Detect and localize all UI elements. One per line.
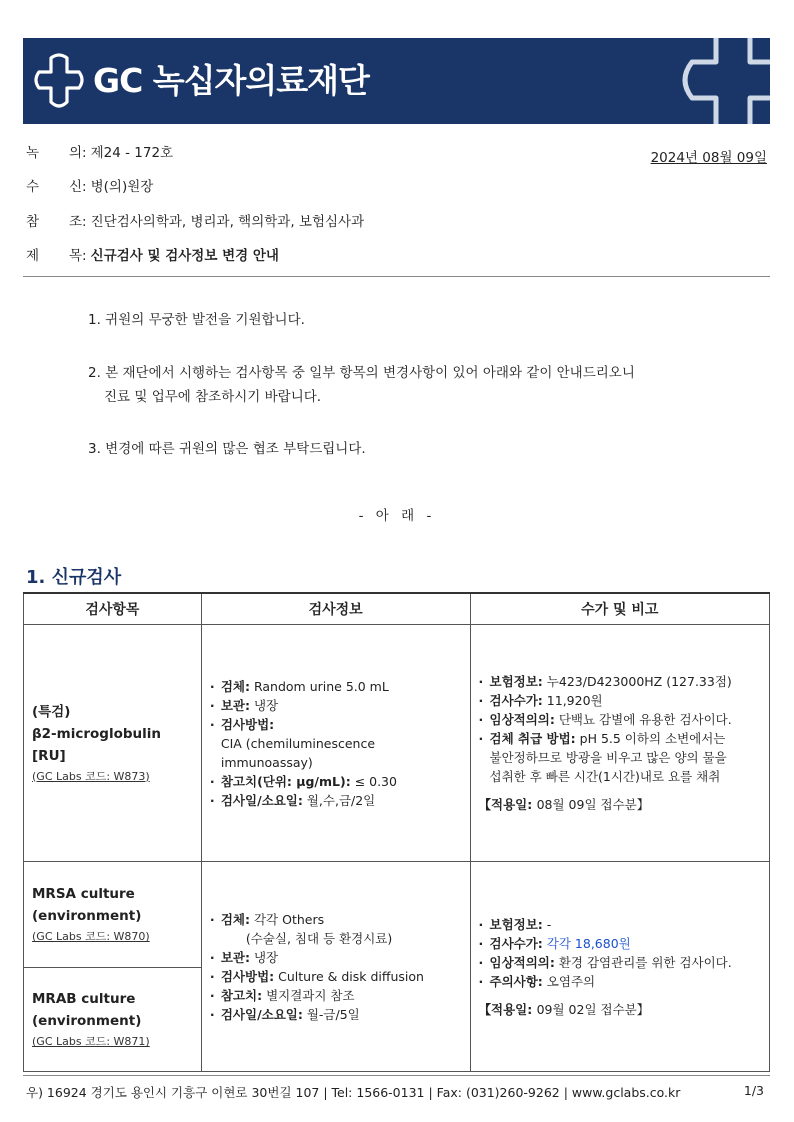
applied-date: 【적용일: 08월 09일 접수분】 <box>478 797 650 812</box>
reference: 진단검사의학과, 병리과, 핵의학과, 보험심사과 <box>90 214 365 230</box>
recipient: 병(의)원장 <box>90 179 154 195</box>
subject: 신규검사 및 검사정보 변경 안내 <box>90 248 279 264</box>
header-fee: 수가 및 비고 <box>470 593 770 625</box>
fee-cell: · 보험정보: 누423/D423000HZ (127.33점) · 검사수가: 11,920원 · 임상적의의: 단백뇨 감별에 유용한 검사이다. · 검체 취급 방법: pH 5.5 이하의 소변에서는 불안정하므로 방광을 비우고 많은 양의 물을 섭취한 후 빠른 시간(1시간)내로 요를 채취 【적용일: 08월 09일 접수분】 <box>470 625 770 862</box>
header-banner <box>23 38 770 124</box>
item-cell: (특검) β2-microglobulin [RU] (GC Labs 코드: W873) <box>24 625 202 862</box>
applied-date: 【적용일: 09월 02일 접수분】 <box>478 1001 650 1017</box>
document-date: 2024년 08월 09일 <box>650 150 767 166</box>
test-code: (GC Labs 코드: W870) <box>32 930 150 943</box>
info-cell: · 검체: 각각 Others (수술실, 침대 등 환경시료) · 보관: 냉장 · 검사방법: Culture & disk diffusion · 참고치: 별지결과지 참조 · 검사일/소요일: 월-금/5일 <box>201 862 470 1072</box>
header-item: 검사항목 <box>24 593 202 625</box>
page-number: 1/3 <box>743 1083 764 1098</box>
decorative-cross-icon <box>678 38 770 124</box>
item-cell: MRAB culture (environment) (GC Labs 코드: W871) <box>24 968 202 1072</box>
info-cell: · 검체: Random urine 5.0 mL · 보관: 냉장 · 검사방법: CIA (chemiluminescence immunoassay) · 참고치(단위: μg/mL): ≤ 0.30 · 검사일/소요일: 월,수,금/2일 <box>201 625 470 862</box>
doc-number-row: 녹 의: 제24 - 172호 <box>26 145 174 161</box>
header-divider <box>23 276 770 277</box>
paragraph-1: 1. 귀원의 무궁한 발전을 기원합니다. <box>88 312 305 328</box>
recipient-row: 수 신: 병(의)원장 <box>26 179 154 195</box>
paragraph-2: 2. 본 재단에서 시행하는 검사항목 중 일부 항목의 변경사항이 있어 아래와 같이 안내드리오니 진료 및 업무에 참조하시기 바랍니다. <box>88 365 635 405</box>
reference-row: 참 조: 진단검사의학과, 병리과, 핵의학과, 보험심사과 <box>26 214 365 230</box>
header-info: 검사정보 <box>201 593 470 625</box>
paragraph-3: 3. 변경에 따른 귀원의 많은 협조 부탁드립니다. <box>88 441 366 457</box>
below-marker: - 아 래 - <box>358 508 436 524</box>
fee-cell: · 보험정보: - · 검사수가: 각각 18,680원 · 임상적의의: 환경 감염관리를 위한 검사이다. · 주의사항: 오염주의 【적용일: 09월 02일 접수분】 <box>470 862 770 1072</box>
subject-row: 제 목: 신규검사 및 검사정보 변경 안내 <box>26 248 279 264</box>
item-cell: MRSA culture (environment) (GC Labs 코드: W870) <box>24 862 202 968</box>
table-header-row <box>24 593 770 625</box>
test-code: (GC Labs 코드: W871) <box>32 1035 150 1048</box>
footer-divider <box>23 1075 770 1076</box>
test-name: β2-microglobulin [RU] <box>32 725 161 764</box>
footer-address: 우) 16924 경기도 용인시 기흥구 이현로 30번길 107 | Tel: 1566-0131 | Fax: (031)260-9262 | www.gclabs.co.kr <box>26 1085 681 1100</box>
brand-name: GC 녹십자의료재단 <box>93 61 369 100</box>
section-title: 1. 신규검사 <box>26 567 122 588</box>
test-table <box>23 592 770 1072</box>
table-row <box>24 862 770 968</box>
table-row <box>24 625 770 862</box>
doc-number: 제24 - 172호 <box>90 145 174 161</box>
test-code: (GC Labs 코드: W873) <box>32 769 150 783</box>
gc-logo-icon <box>33 52 85 110</box>
